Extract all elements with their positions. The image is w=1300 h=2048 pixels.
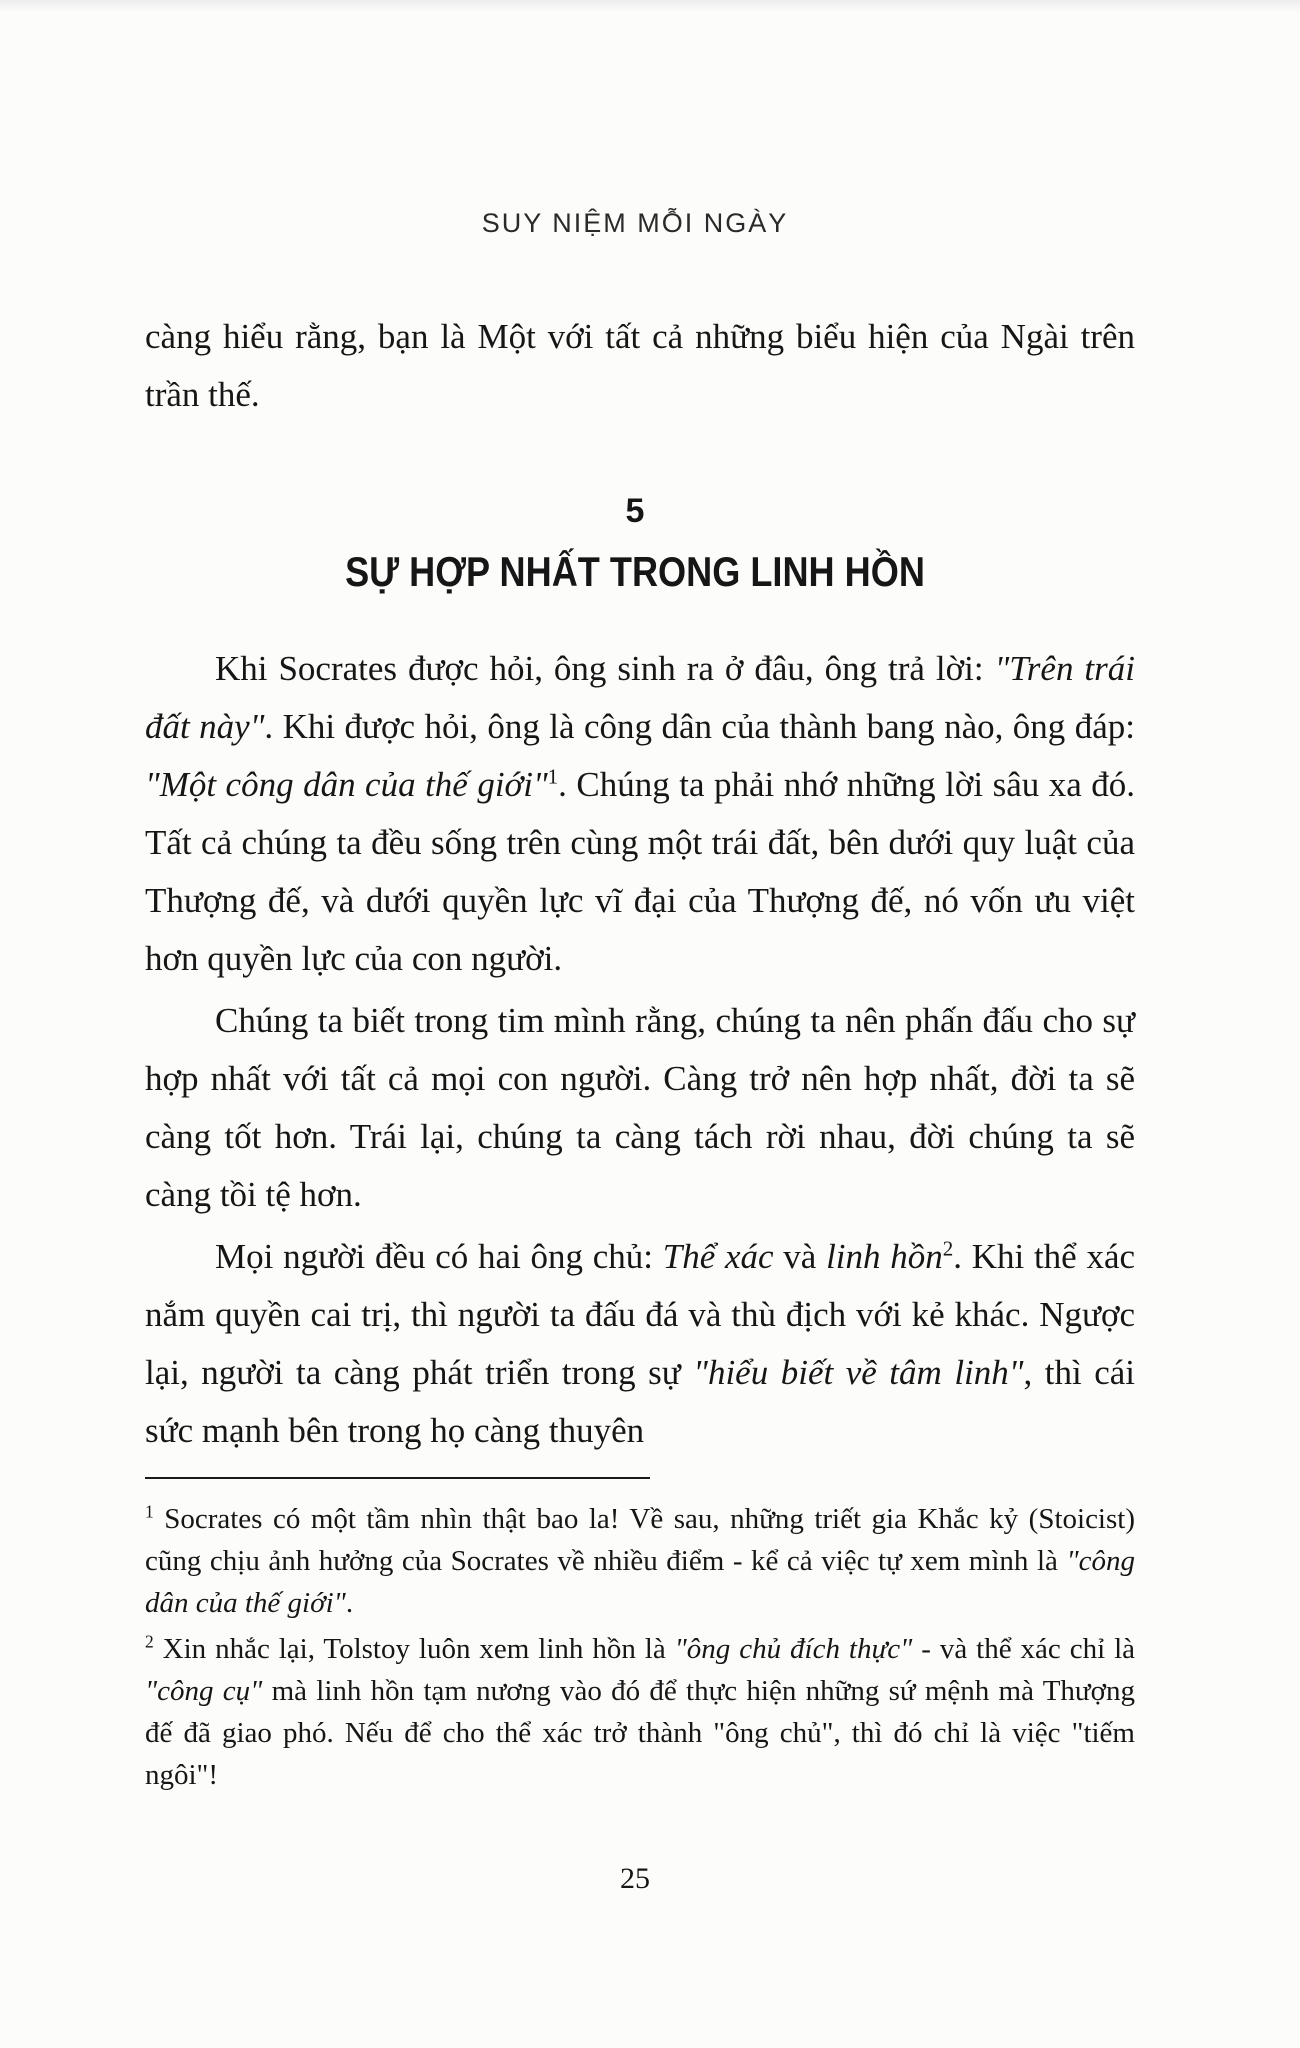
footnote-ref-1[interactable]: 1 <box>547 764 559 789</box>
footnote-2 <box>145 1628 1135 1796</box>
paragraph-text: Khi Socrates được hỏi, ông sinh ra ở đâu, ông trả lời: <box>215 649 995 688</box>
quote-italic: "Trên trái đất này" <box>145 649 1135 746</box>
quote-italic: "công cụ" <box>145 1675 263 1707</box>
paragraph-text: . Khi được hỏi, ông là công dân của thành bang nào, ông đáp: <box>264 707 1135 746</box>
quote-italic: "công dân của thế giới" <box>145 1545 1135 1619</box>
term-italic: Thể xác <box>662 1237 774 1276</box>
footnote-text: . <box>345 1587 354 1619</box>
footnote-divider <box>145 1477 650 1479</box>
paragraph-text: và <box>773 1237 827 1276</box>
footnote-mark: 1 <box>145 1501 154 1522</box>
continuation-paragraph <box>145 308 1135 424</box>
page-top-edge <box>0 0 1300 12</box>
chapter-title: SỰ HỢP NHẤT TRONG LINH HỒN <box>345 548 925 595</box>
paragraph-2: Chúng ta biết trong tim mình rằng, chúng ta nên phấn đấu cho sự hợp nhất với tất cả mọi con người. Càng trở nên hợp nhất, đời ta sẽ càng tốt hơn. Trái lại, chúng ta càng tách rời nhau, đời chúng ta sẽ càng tồi tệ hơn. <box>145 1001 1135 1214</box>
paragraph-text: , thì cái sức mạnh bên trong họ càng thuyên <box>145 1353 1135 1450</box>
chapter-body <box>145 640 1135 1464</box>
running-header: SUY NIỆM MỖI NGÀY <box>481 208 789 238</box>
footnotes <box>145 1498 1135 1800</box>
footnote-text: - và thể xác chỉ là <box>912 1633 1136 1665</box>
footnote-mark: 2 <box>145 1631 154 1652</box>
footnote-text: Xin nhắc lại, Tolstoy luôn xem linh hồn là <box>153 1633 675 1665</box>
chapter-number: 5 <box>625 492 645 530</box>
paragraph-text: Mọi người đều có hai ông chủ: <box>215 1237 663 1276</box>
paragraph-text: . Khi thể xác nắm quyền cai trị, thì người ta đấu đá và thù địch với kẻ khác. Ngược lại, người ta càng phát triển trong sự <box>145 1237 1136 1392</box>
term-italic: linh hồn <box>826 1237 943 1276</box>
footnote-1 <box>145 1498 1135 1624</box>
page-number: 25 <box>620 1862 650 1895</box>
quote-italic: "Một công dân của thế giới" <box>145 765 548 804</box>
quote-italic: "ông chủ đích thực" <box>674 1633 913 1665</box>
footnote-ref-2[interactable]: 2 <box>942 1236 954 1261</box>
paragraph-1 <box>145 640 1135 988</box>
continuation-text: càng hiểu rằng, bạn là Một với tất cả những biểu hiện của Ngài trên trần thế. <box>145 317 1135 414</box>
quote-italic: "hiểu biết về tâm linh" <box>693 1353 1024 1392</box>
footnote-text: mà linh hồn tạm nương vào đó để thực hiện những sứ mệnh mà Thượng đế đã giao phó. Nếu để cho thể xác trở thành "ông chủ", thì đó chỉ là việc "tiếm ngôi"! <box>145 1675 1135 1791</box>
paragraph-3 <box>145 1228 1135 1460</box>
paragraph-text: . Chúng ta phải nhớ những lời sâu xa đó. Tất cả chúng ta đều sống trên cùng một trái đất, bên dưới quy luật của Thượng đế, và dưới quyền lực vĩ đại của Thượng đế, nó vốn ưu việt hơn quyền lực của con người. <box>145 765 1135 978</box>
footnote-text: Socrates có một tầm nhìn thật bao la! Về sau, những triết gia Khắc kỷ (Stoicist) cũng chịu ảnh hưởng của Socrates về nhiều điểm - kể cả việc tự xem mình là <box>145 1503 1135 1577</box>
